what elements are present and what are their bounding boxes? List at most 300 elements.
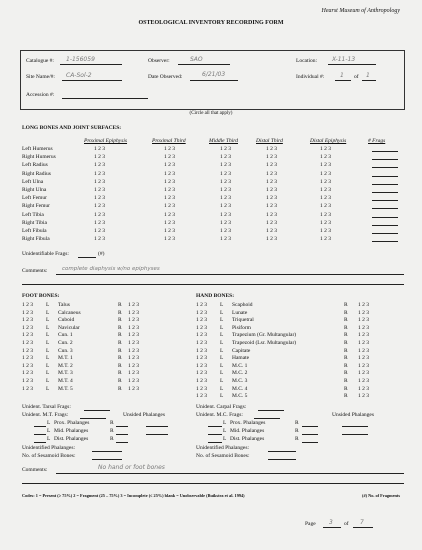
catalogue-field[interactable]	[60, 64, 122, 65]
code-options[interactable]: 1 2 3	[128, 309, 139, 316]
code-options[interactable]: 1 2 3	[196, 347, 207, 354]
side-label: L	[46, 332, 50, 339]
code-options[interactable]: 1 2 3	[266, 178, 277, 185]
foot-mid-r-field[interactable]	[116, 434, 128, 435]
code-options[interactable]: 1 2 3	[128, 370, 139, 377]
side-label: L	[220, 324, 224, 331]
code-options[interactable]: 1 2 3	[164, 211, 175, 218]
bone-name: M.C. 5	[232, 393, 248, 400]
code-options[interactable]: 1 2 3	[164, 162, 175, 169]
code-options[interactable]: 1 2 3	[220, 162, 231, 169]
code-options[interactable]: 1 2 3	[22, 317, 33, 324]
code-options[interactable]: 1 2 3	[320, 219, 331, 226]
side-label: L	[220, 370, 224, 377]
side-label: L	[220, 355, 224, 362]
frags-count-field[interactable]	[372, 212, 398, 220]
page-label: Page	[305, 521, 316, 527]
hand-sesamoid-label: No. of Sesamoid Bones:	[196, 453, 250, 459]
code-options[interactable]: 1 2 3	[22, 362, 33, 369]
code-options[interactable]: 1 2 3	[22, 324, 33, 331]
bone-name: M.T. 2	[58, 362, 73, 369]
side-label: L	[220, 362, 224, 369]
long-bones-title: LONG BONES AND JOINT SURFACES:	[22, 125, 122, 131]
side-label: L	[46, 309, 50, 316]
foot-sesamoid-field[interactable]	[92, 459, 122, 460]
foot-mid-label: Mid. Phalanges	[54, 428, 89, 434]
side-label: R	[118, 324, 122, 331]
code-options[interactable]: 1 2 3	[164, 154, 175, 161]
long-bone-row	[22, 162, 402, 170]
side-label: R	[344, 302, 348, 308]
code-options[interactable]: 1 2 3	[220, 186, 231, 193]
foot-bones-row	[22, 348, 192, 356]
code-options[interactable]: 1 2 3	[320, 227, 331, 234]
code-options[interactable]: 1 2 3	[196, 332, 207, 339]
code-options[interactable]: 1 2 3	[94, 154, 105, 161]
bone-name: M.C. 4	[232, 385, 248, 392]
code-options[interactable]: 1 2 3	[128, 324, 139, 331]
code-options[interactable]: 1 2 3	[220, 146, 231, 152]
code-options[interactable]: 1 2 3	[358, 393, 369, 400]
long-bone-row	[22, 154, 402, 162]
side-label: L	[220, 317, 224, 324]
col-distal-epiphysis: Distal Epiphysis	[310, 138, 347, 144]
code-options[interactable]: 1 2 3	[22, 370, 33, 377]
unidentifiable-frags-label: Unidentifiable Frags:	[22, 251, 69, 257]
long-bones-table	[22, 146, 402, 244]
site-field[interactable]	[62, 80, 122, 81]
location-field[interactable]	[328, 64, 376, 65]
museum-name: Hearst Museum of Anthropology	[321, 8, 400, 14]
code-options[interactable]: 1 2 3	[128, 362, 139, 369]
code-options[interactable]: 1 2 3	[196, 385, 207, 392]
code-options[interactable]: 1 2 3	[358, 355, 369, 362]
long-bone-name: Right Fibula	[22, 236, 50, 243]
code-options[interactable]: 1 2 3	[320, 236, 331, 243]
code-options[interactable]: 1 2 3	[358, 362, 369, 369]
long-bone-name: Left Radius	[22, 162, 48, 169]
code-options[interactable]: 1 2 3	[128, 355, 139, 362]
code-options[interactable]: 1 2 3	[320, 211, 331, 218]
unident-mt-label: Unident. M.T. Frags:	[22, 412, 69, 418]
code-options[interactable]: 1 2 3	[94, 219, 105, 226]
code-options[interactable]: 1 2 3	[320, 195, 331, 202]
side-label: R	[118, 332, 122, 339]
comments-field[interactable]	[56, 274, 404, 275]
bone-name: Triquetral	[232, 317, 254, 324]
side-label: R	[118, 385, 122, 392]
individual-label: Individual #:	[296, 74, 325, 80]
frags-count-field[interactable]	[372, 179, 398, 187]
foot-prox-l: L	[47, 420, 51, 426]
long-bone-row	[22, 236, 402, 244]
code-options[interactable]: 1 2 3	[358, 317, 369, 324]
code-options[interactable]: 1 2 3	[22, 309, 33, 316]
code-options[interactable]: 1 2 3	[220, 227, 231, 234]
code-options[interactable]: 1 2 3	[128, 377, 139, 384]
long-bone-row	[22, 212, 402, 220]
code-options[interactable]: 1 2 3	[220, 203, 231, 210]
frags-count-field[interactable]	[372, 154, 398, 162]
unident-mc-label: Unident. M.C. Frags:	[196, 412, 243, 418]
code-options[interactable]: 1 2 3	[94, 178, 105, 185]
long-bone-name: Right Humerus	[22, 154, 56, 161]
bone-name: M.C. 1	[232, 362, 248, 369]
page-field[interactable]	[323, 527, 341, 528]
code-options[interactable]: 1 2 3	[164, 227, 175, 234]
hand-prox-l: L	[223, 420, 227, 426]
side-label: L	[220, 347, 224, 354]
foot-prox-r: R	[110, 420, 114, 426]
unident-tarsal-label: Unident. Tarsal Frags:	[22, 404, 71, 410]
code-options[interactable]: 1 2 3	[220, 178, 231, 185]
code-options[interactable]: 1 2 3	[220, 219, 231, 226]
hand-bones-row	[196, 325, 406, 333]
hand-bones-row	[196, 332, 406, 340]
bone-name: Navicular	[58, 324, 80, 331]
frags-count-field[interactable]	[372, 187, 398, 195]
code-options[interactable]: 1 2 3	[128, 385, 139, 392]
side-label: R	[344, 385, 348, 392]
code-options[interactable]: 1 2 3	[22, 385, 33, 392]
hand-unidentified-phalanges-field[interactable]	[268, 451, 296, 452]
long-bone-name: Left Fibula	[22, 227, 47, 234]
bone-name: Cun. 1	[58, 332, 73, 339]
code-options[interactable]: 1 2 3	[128, 317, 139, 324]
side-label: R	[118, 370, 122, 377]
side-label: R	[344, 362, 348, 369]
location-label: Location:	[296, 58, 318, 64]
side-label: R	[118, 317, 122, 324]
location-value: X-11-13	[332, 56, 356, 63]
code-options[interactable]: 1 2 3	[320, 162, 331, 169]
code-options[interactable]: 1 2 3	[358, 339, 369, 346]
hand-mid-label: Mid. Phalanges	[230, 428, 265, 434]
foot-bones-row	[22, 370, 192, 378]
individual-total-field[interactable]	[362, 80, 376, 81]
bone-name: M.T. 1	[58, 355, 73, 362]
bottom-comments-extra-line	[22, 483, 404, 484]
hand-mid-l: L	[223, 428, 227, 434]
page-total-field[interactable]	[353, 527, 373, 528]
foot-bones-row	[22, 317, 192, 325]
long-bone-row	[22, 228, 402, 236]
code-options[interactable]: 1 2 3	[220, 195, 231, 202]
code-options[interactable]: 1 2 3	[22, 339, 33, 346]
code-options[interactable]: 1 2 3	[164, 146, 175, 152]
code-options[interactable]: 1 2 3	[164, 178, 175, 185]
unidentifiable-frags-field[interactable]	[78, 257, 96, 258]
code-options[interactable]: 1 2 3	[266, 146, 277, 152]
code-options[interactable]: 1 2 3	[196, 324, 207, 331]
code-options[interactable]: 1 2 3	[358, 370, 369, 377]
bone-name: M.T. 4	[58, 377, 73, 384]
unident-carpal-label: Unident. Carpal Frags:	[196, 404, 247, 410]
foot-bones-table	[22, 302, 192, 393]
hand-bones-row	[196, 393, 406, 401]
code-options[interactable]: 1 2 3	[220, 211, 231, 218]
code-options[interactable]: 1 2 3	[358, 332, 369, 339]
code-options[interactable]: 1 2 3	[320, 154, 331, 161]
side-label: L	[46, 317, 50, 324]
frags-count-field[interactable]	[372, 236, 398, 244]
foot-prox-r-field[interactable]	[116, 426, 128, 427]
unident-mt-field[interactable]	[80, 418, 106, 419]
code-options[interactable]: 1 2 3	[266, 236, 277, 243]
page-total-value: 7	[360, 519, 364, 526]
hand-unsided-field-2[interactable]	[342, 434, 368, 435]
code-options[interactable]: 1 2 3	[128, 332, 139, 339]
code-options[interactable]: 1 2 3	[266, 186, 277, 193]
foot-bones-row	[22, 302, 192, 310]
date-label: Date Observed:	[148, 74, 183, 80]
code-options[interactable]: 1 2 3	[94, 146, 105, 152]
bone-name: Cuboid	[58, 317, 75, 324]
code-options[interactable]: 1 2 3	[358, 377, 369, 384]
frags-count-field[interactable]	[372, 162, 398, 170]
long-bone-row	[22, 220, 402, 228]
col-proximal-epiphysis: Proximal Epiphysis	[84, 138, 128, 144]
code-options[interactable]: 1 2 3	[94, 236, 105, 243]
foot-bones-row	[22, 378, 192, 386]
side-label: R	[118, 309, 122, 316]
hand-sesamoid-field[interactable]	[268, 459, 296, 460]
code-options[interactable]: 1 2 3	[164, 195, 175, 202]
code-options[interactable]: 1 2 3	[358, 324, 369, 331]
code-options[interactable]: 1 2 3	[94, 203, 105, 210]
code-options[interactable]: 1 2 3	[164, 236, 175, 243]
frags-count-field[interactable]	[372, 146, 398, 154]
side-label: R	[118, 355, 122, 362]
foot-bones-row	[22, 340, 192, 348]
code-options[interactable]: 1 2 3	[94, 195, 105, 202]
frags-count-field[interactable]	[372, 171, 398, 179]
hand-bones-row	[196, 302, 406, 310]
code-options[interactable]: 1 2 3	[320, 186, 331, 193]
code-options[interactable]: 1 2 3	[358, 302, 369, 308]
bottom-comments-field[interactable]	[56, 473, 404, 474]
side-label: R	[344, 309, 348, 316]
code-options[interactable]: 1 2 3	[22, 347, 33, 354]
circle-note: (Circle all that apply)	[189, 111, 233, 116]
foot-unsided-field-1[interactable]	[146, 426, 168, 427]
foot-mid-l-field[interactable]	[34, 434, 46, 435]
long-bone-row	[22, 146, 402, 154]
hand-dist-r-field[interactable]	[302, 442, 318, 443]
form-title: OSTEOLOGICAL INVENTORY RECORDING FORM	[138, 20, 284, 26]
hand-dist-r: R	[295, 436, 299, 442]
side-label: L	[220, 385, 224, 392]
unidentifiable-frags-mark: (#)	[98, 251, 105, 257]
code-options[interactable]: 1 2 3	[164, 186, 175, 193]
code-options[interactable]: 1 2 3	[22, 332, 33, 339]
frags-count-field[interactable]	[372, 203, 398, 211]
side-label: L	[46, 377, 50, 384]
individual-field[interactable]	[335, 80, 351, 81]
catalogue-value: 1-156059	[66, 56, 95, 63]
observer-label: Observer:	[148, 58, 170, 64]
code-options[interactable]: 1 2 3	[196, 377, 207, 384]
site-label: Site Name/#:	[26, 74, 55, 80]
hand-prox-label: Prox. Phalanges	[230, 420, 266, 426]
frags-count-field[interactable]	[372, 220, 398, 228]
bone-name: Cun. 2	[58, 339, 73, 346]
code-options[interactable]: 1 2 3	[320, 170, 331, 177]
comments-extra-line	[22, 284, 404, 285]
hand-dist-l-field[interactable]	[208, 442, 222, 443]
hand-prox-l-field[interactable]	[208, 426, 222, 427]
side-label: R	[344, 355, 348, 362]
hand-bones-title: HAND BONES:	[196, 293, 235, 299]
long-bone-name: Left Ulna	[22, 178, 44, 185]
unident-carpal-field[interactable]	[258, 410, 284, 411]
code-options[interactable]: 1 2 3	[320, 178, 331, 185]
frags-count-field[interactable]	[372, 228, 398, 236]
code-options[interactable]: 1 2 3	[94, 170, 105, 177]
long-bone-row	[22, 195, 402, 203]
foot-unidentified-phalanges-field[interactable]	[92, 451, 122, 452]
hand-dist-l: L	[223, 436, 227, 442]
code-options[interactable]: 1 2 3	[196, 355, 207, 362]
code-options[interactable]: 1 2 3	[266, 162, 277, 169]
hand-bones-row	[196, 348, 406, 356]
code-options[interactable]: 1 2 3	[320, 146, 331, 152]
hand-prox-r-field[interactable]	[302, 426, 318, 427]
code-options[interactable]: 1 2 3	[164, 219, 175, 226]
hand-prox-r: R	[295, 420, 299, 426]
code-options[interactable]: 1 2 3	[266, 154, 277, 161]
observer-value: SAO	[190, 56, 203, 63]
code-options[interactable]: 1 2 3	[94, 211, 105, 218]
bone-name: Cun. 3	[58, 347, 73, 354]
catalogue-label: Catalogue #:	[26, 58, 54, 64]
foot-unidentified-phalanges-label: Unidentified Phalanges:	[22, 445, 76, 451]
side-label: L	[220, 302, 224, 308]
side-label: R	[118, 347, 122, 354]
side-label: R	[118, 339, 122, 346]
code-options[interactable]: 1 2 3	[22, 377, 33, 384]
code-options[interactable]: 1 2 3	[266, 170, 277, 177]
observer-field[interactable]	[178, 64, 230, 65]
long-bone-row	[22, 171, 402, 179]
hand-bones-row	[196, 363, 406, 371]
code-options[interactable]: 1 2 3	[358, 347, 369, 354]
col-middle-third: Middle Third	[209, 138, 238, 144]
site-value: CA-Sol-2	[66, 72, 92, 79]
foot-bones-row	[22, 332, 192, 340]
foot-prox-l-field[interactable]	[34, 426, 46, 427]
bone-name: M.C. 3	[232, 377, 248, 384]
hand-mid-r-field[interactable]	[302, 434, 318, 435]
code-options[interactable]: 1 2 3	[164, 170, 175, 177]
frags-legend: (#) No. of Fragments	[362, 493, 400, 498]
code-options[interactable]: 1 2 3	[220, 154, 231, 161]
code-options[interactable]: 1 2 3	[128, 302, 139, 308]
bone-name: Trapezium (Gr. Multangular)	[232, 332, 297, 339]
code-options[interactable]: 1 2 3	[94, 186, 105, 193]
code-options[interactable]: 1 2 3	[94, 227, 105, 234]
code-options[interactable]: 1 2 3	[128, 339, 139, 346]
foot-bones-row	[22, 386, 192, 394]
code-options[interactable]: 1 2 3	[358, 385, 369, 392]
accession-field[interactable]	[62, 98, 148, 99]
code-options[interactable]: 1 2 3	[220, 170, 231, 177]
frags-count-field[interactable]	[372, 195, 398, 203]
bone-name: Capitate	[232, 347, 251, 354]
side-label: R	[344, 339, 348, 346]
code-options[interactable]: 1 2 3	[196, 309, 207, 316]
foot-sesamoid-label: No. of Sesamoid Bones:	[22, 453, 76, 459]
code-options[interactable]: 1 2 3	[220, 236, 231, 243]
code-options[interactable]: 1 2 3	[196, 317, 207, 324]
foot-prox-label: Prox. Phalanges	[54, 420, 90, 426]
code-options[interactable]: 1 2 3	[196, 302, 207, 308]
long-bone-row	[22, 203, 402, 211]
code-options[interactable]: 1 2 3	[196, 393, 207, 400]
foot-dist-l-field[interactable]	[34, 442, 46, 443]
hand-bones-row	[196, 340, 406, 348]
side-label: L	[220, 393, 224, 400]
code-options[interactable]: 1 2 3	[266, 195, 277, 202]
bottom-comments-label: Comments:	[22, 467, 48, 473]
side-label: L	[46, 355, 50, 362]
code-options[interactable]: 1 2 3	[22, 355, 33, 362]
code-options[interactable]: 1 2 3	[320, 203, 331, 210]
bone-name: M.T. 3	[58, 370, 73, 377]
unident-tarsal-field[interactable]	[84, 410, 110, 411]
side-label: L	[46, 385, 50, 392]
col-proximal-third: Proximal Third	[152, 138, 186, 144]
code-options[interactable]: 1 2 3	[196, 370, 207, 377]
hand-bones-row	[196, 370, 406, 378]
hand-mid-l-field[interactable]	[208, 434, 222, 435]
page-of-label: of	[344, 521, 349, 527]
bone-name: Trapezoid (Lsr. Multangular)	[232, 339, 297, 346]
code-options[interactable]: 1 2 3	[196, 362, 207, 369]
long-bone-name: Left Femur	[22, 195, 47, 202]
individual-total-value: 1	[366, 72, 370, 79]
hand-dist-label: Dist. Phalanges	[230, 436, 265, 442]
long-bone-row	[22, 179, 402, 187]
unident-mc-field[interactable]	[254, 418, 280, 419]
foot-unsided-field-2[interactable]	[146, 434, 168, 435]
code-options[interactable]: 1 2 3	[266, 211, 277, 218]
code-options[interactable]: 1 2 3	[358, 309, 369, 316]
hand-bones-row	[196, 317, 406, 325]
code-options[interactable]: 1 2 3	[22, 302, 33, 308]
foot-unsided-label: Unsided Phalanges	[123, 412, 166, 418]
code-options[interactable]: 1 2 3	[266, 203, 277, 210]
date-field[interactable]	[190, 80, 238, 81]
code-options[interactable]: 1 2 3	[266, 219, 277, 226]
foot-dist-r-field[interactable]	[116, 442, 128, 443]
page-value: 3	[329, 519, 333, 526]
bone-name: Calcaneus	[58, 309, 81, 316]
code-options[interactable]: 1 2 3	[196, 339, 207, 346]
code-options[interactable]: 1 2 3	[94, 162, 105, 169]
col-distal-third: Distal Third	[256, 138, 283, 144]
code-options[interactable]: 1 2 3	[164, 203, 175, 210]
side-label: R	[118, 362, 122, 369]
code-options[interactable]: 1 2 3	[266, 227, 277, 234]
foot-bones-row	[22, 310, 192, 318]
long-bone-name: Left Tibia	[22, 211, 44, 218]
hand-unsided-field-1[interactable]	[342, 426, 368, 427]
hand-bones-row	[196, 310, 406, 318]
of-label: of	[354, 74, 359, 80]
code-options[interactable]: 1 2 3	[128, 347, 139, 354]
comments-label: Comments:	[22, 268, 48, 274]
